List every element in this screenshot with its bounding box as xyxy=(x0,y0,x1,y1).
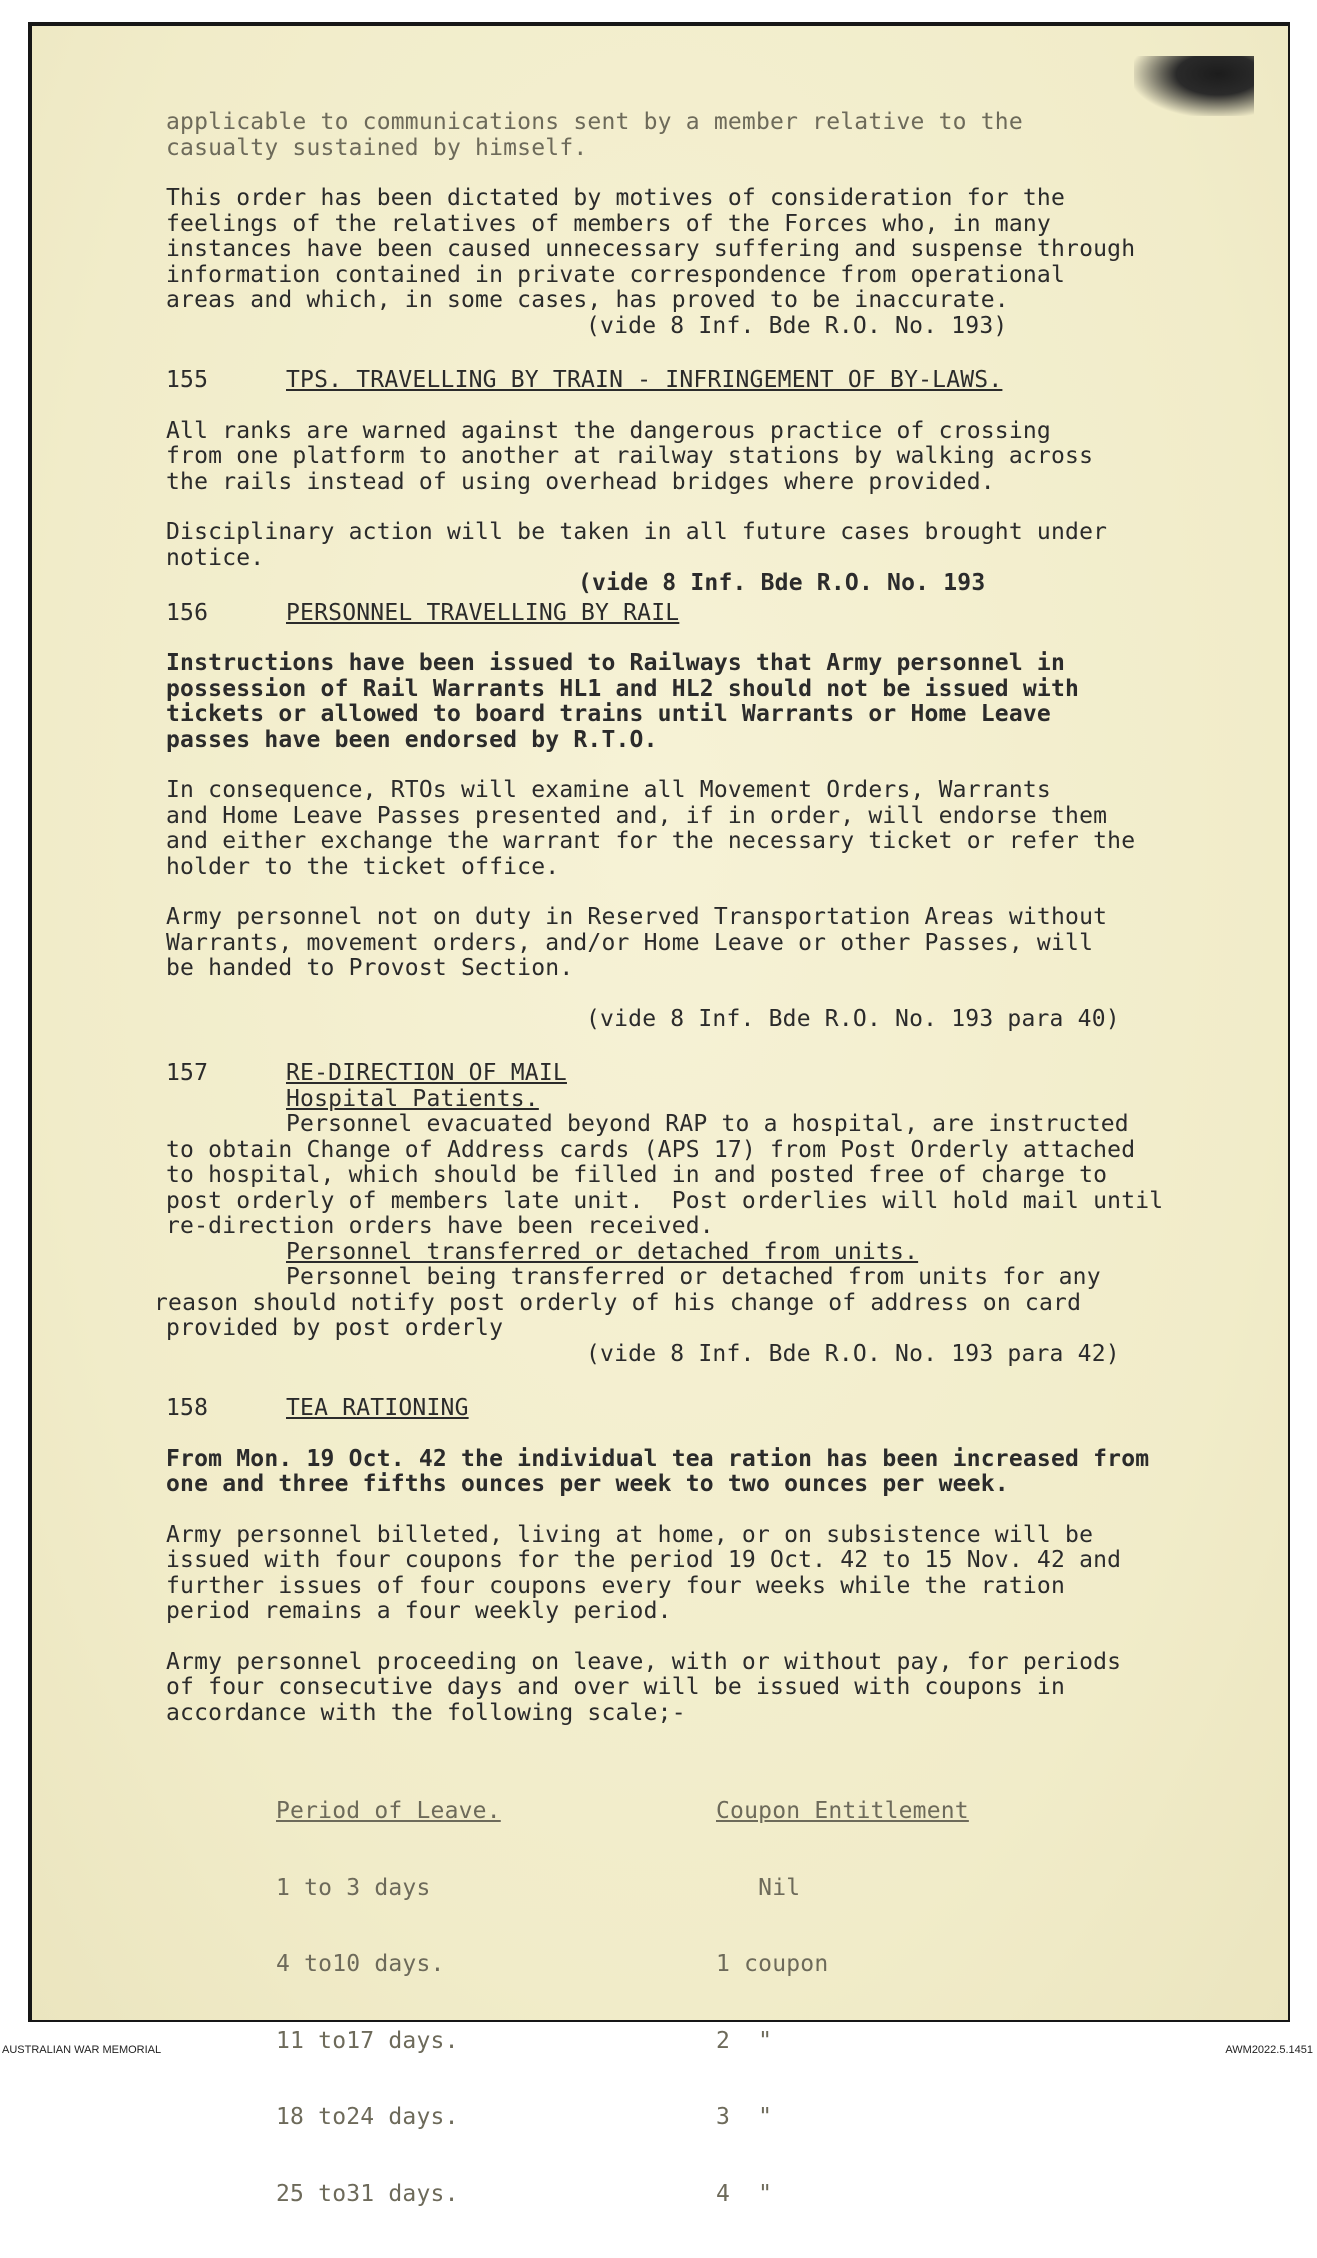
text-line: In consequence, RTOs will examine all Movement Orders, Warrants xyxy=(166,777,1051,803)
text-line: applicable to communications sent by a member relative to the xyxy=(166,109,1023,135)
table-cell-period: 11 to17 days. xyxy=(276,2027,459,2054)
text-line: from one platform to another at railway stations by walking across xyxy=(166,443,1094,469)
text-line: period remains a four weekly period. xyxy=(166,1598,672,1624)
section-title: RE-DIRECTION OF MAIL xyxy=(286,1060,567,1086)
reference-note: (vide 8 Inf. Bde R.O. No. 193 xyxy=(578,570,986,596)
text-line: be handed to Provost Section. xyxy=(166,955,574,981)
column-header-period: Period of Leave. xyxy=(276,1798,501,1824)
table-cell-period: 25 to31 days. xyxy=(276,2180,459,2207)
table-cell-coupons: Nil xyxy=(716,1874,801,1901)
reference-note: (vide 8 Inf. Bde R.O. No. 193) xyxy=(586,312,1008,339)
text-line: tickets or allowed to board trains until Warrants or Home Leave xyxy=(166,701,1051,727)
text-line: accordance with the following scale;- xyxy=(166,1699,686,1726)
period-column xyxy=(276,1748,501,2258)
text-line: Personnel evacuated beyond RAP to a hospital, are instructed xyxy=(286,1111,1129,1137)
text-line: the rails instead of using overhead bridges where provided. xyxy=(166,468,995,495)
text-line: and Home Leave Passes presented and, if in order, will endorse them xyxy=(166,802,1108,829)
section-158-paragraph-2 xyxy=(166,1523,1246,1625)
text-line: one and three fifths ounces per week to two ounces per week. xyxy=(166,1471,1009,1497)
text-line: Disciplinary action will be taken in all future cases brought under xyxy=(166,519,1108,545)
table-cell-period: 4 to10 days. xyxy=(276,1951,445,1977)
leave-coupon-table xyxy=(166,1748,1246,2207)
section-number: 157 xyxy=(166,1060,209,1086)
consideration-paragraph xyxy=(166,186,1246,314)
section-title: TPS. TRAVELLING BY TRAIN - INFRINGEMENT OF BY-LAWS. xyxy=(286,367,1003,393)
text-line: information contained in private correspondence from operational xyxy=(166,261,1066,288)
text-line: issued with four coupons for the period 19 Oct. 42 to 15 Nov. 42 and xyxy=(166,1547,1122,1573)
section-number: 156 xyxy=(166,599,209,626)
subheading-hospital-patients: Hospital Patients. xyxy=(286,1085,539,1112)
text-line: Warrants, movement orders, and/or Home Leave or other Passes, will xyxy=(166,929,1094,956)
text-line: passes have been endorsed by R.T.O. xyxy=(166,726,658,753)
table-cell-coupons: 3 " xyxy=(716,2104,773,2130)
document-text xyxy=(154,109,1246,2207)
text-line: areas and which, in some cases, has proved to be inaccurate. xyxy=(166,287,1009,313)
table-cell-coupons: 4 " xyxy=(716,2180,773,2207)
text-line: All ranks are warned against the dangerous practice of crossing xyxy=(166,417,1051,444)
text-line: re-direction orders have been received. xyxy=(166,1213,714,1239)
section-156-paragraph-2 xyxy=(166,778,1246,880)
text-line: Army personnel billeted, living at home, or on subsistence will be xyxy=(166,1521,1094,1548)
section-155-paragraph-2 xyxy=(166,520,1246,571)
text-line: casualty sustained by himself. xyxy=(166,134,588,161)
text-line: instances have been caused unnecessary suffering and suspense through xyxy=(166,236,1136,262)
section-158-paragraph-1 xyxy=(166,1447,1246,1498)
text-line: possession of Rail Warrants HL1 and HL2 should not be issued with xyxy=(166,675,1080,702)
text-line: and either exchange the warrant for the necessary ticket or refer the xyxy=(166,828,1136,854)
subheading-personnel-transferred: Personnel transferred or detached from units. xyxy=(286,1238,919,1265)
intro-paragraph xyxy=(166,110,1246,161)
ink-smudge xyxy=(1134,56,1254,116)
text-line: This order has been dictated by motives of consideration for the xyxy=(166,185,1066,211)
section-number: 158 xyxy=(166,1395,209,1421)
footer-institution: AUSTRALIAN WAR MEMORIAL xyxy=(2,2044,162,2056)
section-156-paragraph-3 xyxy=(166,905,1246,982)
text-line: feelings of the relatives of members of the Forces who, in many xyxy=(166,210,1051,237)
text-line: Army personnel proceeding on leave, with or without pay, for periods xyxy=(166,1648,1122,1675)
reference-note: (vide 8 Inf. Bde R.O. No. 193 para 42) xyxy=(586,1340,1120,1367)
section-heading-157 xyxy=(166,1061,1246,1087)
table-cell-period: 1 to 3 days xyxy=(276,1874,431,1901)
section-heading-156 xyxy=(166,601,1246,627)
table-cell-coupons: 2 " xyxy=(716,2027,773,2054)
section-heading-155 xyxy=(166,368,1246,394)
footer-accession-number: AWM2022.5.1451 xyxy=(1225,2044,1313,2056)
section-156-paragraph-1 xyxy=(166,651,1246,753)
text-line: Army personnel not on duty in Reserved Transportation Areas without xyxy=(166,904,1108,930)
table-cell-period: 18 to24 days. xyxy=(276,2104,459,2130)
text-line: to obtain Change of Address cards (APS 17) from Post Orderly attached xyxy=(166,1136,1136,1163)
text-line: provided by post orderly xyxy=(166,1315,504,1341)
text-line: From Mon. 19 Oct. 42 the individual tea ration has been increased from xyxy=(166,1445,1150,1472)
text-line: reason should notify post orderly of his change of address on card xyxy=(154,1289,1082,1316)
section-heading-158 xyxy=(166,1396,1246,1422)
text-line: to hospital, which should be filled in and posted free of charge to xyxy=(166,1162,1108,1188)
section-title: TEA RATIONING xyxy=(286,1395,469,1421)
section-155-paragraph-1 xyxy=(166,419,1246,496)
column-header-coupons: Coupon Entitlement xyxy=(716,1798,969,1824)
reference-note: (vide 8 Inf. Bde R.O. No. 193 para 40) xyxy=(586,1005,1120,1032)
text-line: further issues of four coupons every four weeks while the ration xyxy=(166,1572,1066,1599)
coupon-column xyxy=(716,1748,969,2258)
section-158-paragraph-3 xyxy=(166,1650,1246,1727)
section-157-transfer-paragraph xyxy=(154,1264,1246,1342)
section-title: PERSONNEL TRAVELLING BY RAIL xyxy=(286,599,680,626)
section-number: 155 xyxy=(166,367,209,393)
text-line: notice. xyxy=(166,544,265,571)
table-cell-coupons: 1 coupon xyxy=(716,1951,829,1977)
text-line: post orderly of members late unit. Post orderlies will hold mail until xyxy=(166,1187,1164,1214)
text-line: Instructions have been issued to Railways that Army personnel in xyxy=(166,650,1066,676)
section-157-hospital-paragraph xyxy=(166,1112,1246,1240)
text-line: Personnel being transferred or detached from units for any xyxy=(286,1264,1101,1290)
text-line: of four consecutive days and over will be issued with coupons in xyxy=(166,1674,1066,1700)
text-line: holder to the ticket office. xyxy=(166,853,560,880)
